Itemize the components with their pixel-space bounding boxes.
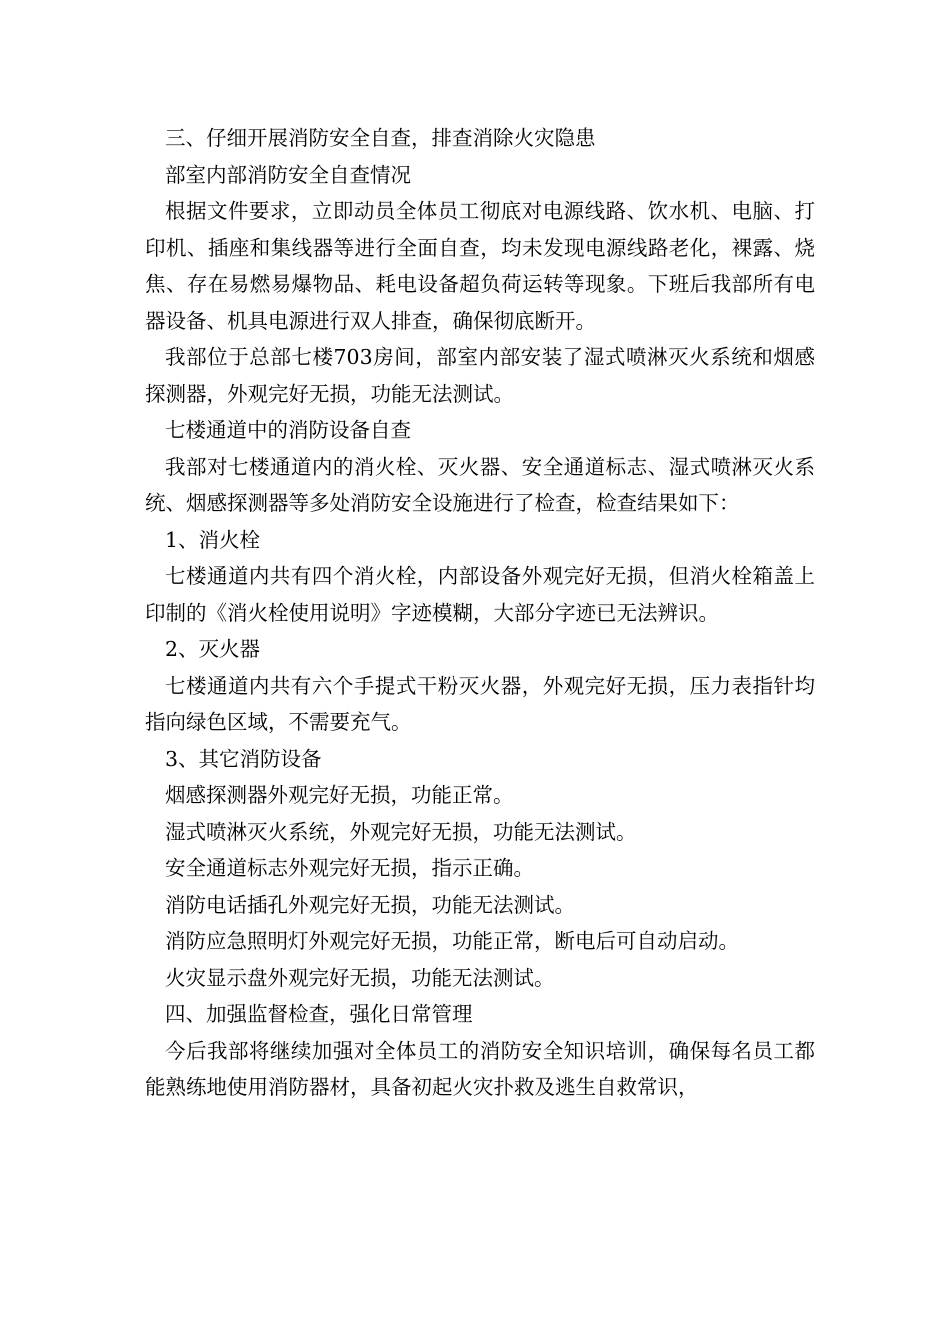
line-fire-phone-jack: 消防电话插孔外观完好无损，功能无法测试。 bbox=[165, 892, 575, 917]
item-heading-extinguisher: 2、灭火器 bbox=[165, 637, 261, 661]
paragraph-hydrant: 七楼通道内共有四个消火栓，内部设备外观完好无损，但消火栓箱盖上印制的《消火栓使用说明》字迹模糊，大部分字迹已无法辨识。 bbox=[145, 564, 815, 625]
line-fire-display-panel: 火灾显示盘外观完好无损，功能无法测试。 bbox=[165, 965, 555, 990]
line-sprinkler-system: 湿式喷淋灭火系统，外观完好无损，功能无法测试。 bbox=[165, 819, 637, 844]
line-smoke-detector: 烟感探测器外观完好无损，功能正常。 bbox=[165, 783, 514, 807]
subheading-room-self-check: 部室内部消防安全自查情况 bbox=[165, 162, 411, 187]
subheading-corridor-check: 七楼通道中的消防设备自查 bbox=[165, 418, 411, 442]
item-heading-hydrant: 1、消火栓 bbox=[165, 527, 261, 552]
paragraph-extinguisher: 七楼通道内共有六个手提式干粉灭火器，外观完好无损，压力表指针均指向绿色区域，不需要充气。 bbox=[145, 673, 815, 734]
item-heading-other-equipment: 3、其它消防设备 bbox=[165, 746, 322, 771]
paragraph-room-check-result: 根据文件要求，立即动员全体员工彻底对电源线路、饮水机、电脑、打印机、插座和集线器等进行全面自查，均未发现电源线路老化，裸露、烧焦、存在易燃易爆物品、耗电设备超负荷运转等现象。下班后我部所有电器设备、机具电源进行双人排查，确保彻底断开。 bbox=[145, 199, 815, 333]
paragraph-future-training: 今后我部将继续加强对全体员工的消防安全知识培训，确保每名员工都能熟练地使用消防器材，具备初起火灾扑救及逃生自救常识， bbox=[145, 1038, 815, 1099]
paragraph-corridor-intro: 我部对七楼通道内的消火栓、灭火器、安全通道标志、湿式喷淋灭火系统、烟感探测器等多处消防安全设施进行了检查，检查结果如下： bbox=[145, 454, 815, 515]
section-heading-3: 三、仔细开展消防安全自查，排查消除火灾隐患 bbox=[165, 126, 596, 150]
line-emergency-light: 消防应急照明灯外观完好无损，功能正常，断电后可自动启动。 bbox=[165, 929, 739, 953]
line-exit-sign: 安全通道标志外观完好无损，指示正确。 bbox=[165, 856, 534, 880]
document-page bbox=[145, 120, 815, 1106]
section-heading-4: 四、加强监督检查，强化日常管理 bbox=[165, 1002, 473, 1026]
paragraph-room-location: 我部位于总部七楼703房间，部室内部安装了湿式喷淋灭火系统和烟感探测器，外观完好无损，功能无法测试。 bbox=[145, 345, 815, 406]
